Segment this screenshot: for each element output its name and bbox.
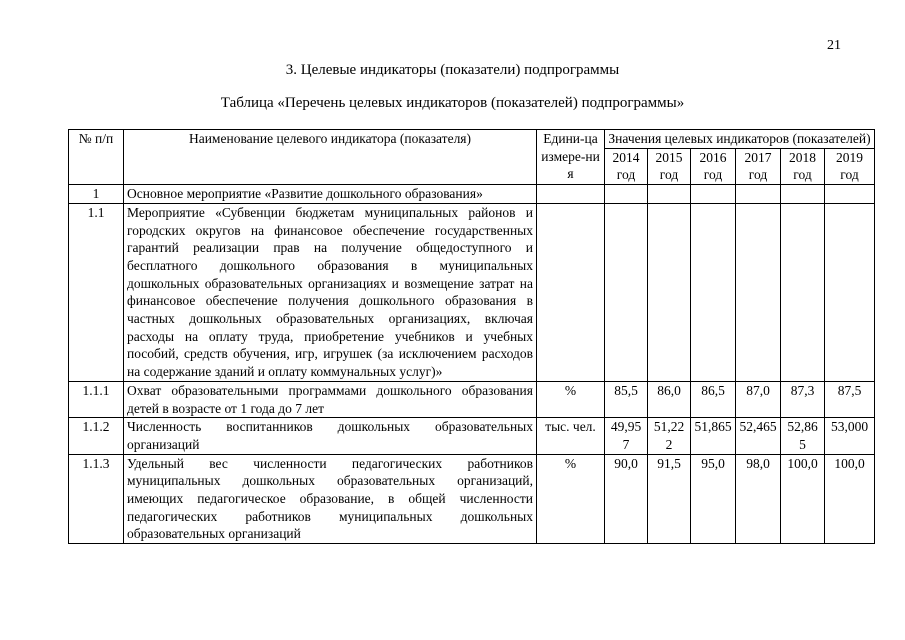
row-value: 52,865: [781, 418, 825, 454]
section-title: 3. Целевые индикаторы (показатели) подпрограммы: [285, 62, 620, 78]
row-value: [825, 203, 875, 381]
row-value: 86,0: [648, 381, 691, 417]
row-num: 1: [69, 185, 124, 204]
table-caption: Таблица «Перечень целевых индикаторов (показателей) подпрограммы»: [220, 95, 685, 111]
header-year: 2019 год: [825, 148, 875, 184]
indicators-table: [68, 129, 875, 544]
row-value: 53,000: [825, 418, 875, 454]
row-value: 85,5: [605, 381, 648, 417]
table-row: [69, 454, 875, 544]
row-name: Численность воспитанников дошкольных образовательных организаций: [124, 418, 537, 454]
row-value: [648, 203, 691, 381]
row-value: 90,0: [605, 454, 648, 544]
header-num: № п/п: [69, 130, 124, 185]
row-value: [691, 203, 736, 381]
table-row: [69, 418, 875, 454]
row-value: 95,0: [691, 454, 736, 544]
row-value: [825, 185, 875, 204]
row-value: 98,0: [736, 454, 781, 544]
row-value: 51,865: [691, 418, 736, 454]
row-value: 87,5: [825, 381, 875, 417]
header-values-group: Значения целевых индикаторов (показателей): [605, 130, 875, 149]
row-value: [736, 185, 781, 204]
row-value: 91,5: [648, 454, 691, 544]
header-year: 2015 год: [648, 148, 691, 184]
table-row: [69, 381, 875, 417]
header-year: 2017 год: [736, 148, 781, 184]
row-num: 1.1.1: [69, 381, 124, 417]
row-value: 100,0: [825, 454, 875, 544]
row-name: Удельный вес численности педагогических работников муниципальных дошкольных образовательных организаций, имеющих педагогическое образование, в общей численности педагогических работников муниципальных дошкольных образовательных организаций: [124, 454, 537, 544]
row-value: [691, 185, 736, 204]
row-value: 86,5: [691, 381, 736, 417]
header-row-top: [69, 130, 875, 149]
row-value: [605, 203, 648, 381]
row-num: 1.1.3: [69, 454, 124, 544]
row-unit: %: [537, 454, 605, 544]
table-row: [69, 185, 875, 204]
row-value: 100,0: [781, 454, 825, 544]
page-number: 21: [827, 38, 841, 53]
row-value: [648, 185, 691, 204]
row-value: 49,957: [605, 418, 648, 454]
row-value: 51,222: [648, 418, 691, 454]
table-row: [69, 203, 875, 381]
row-name: Основное мероприятие «Развитие дошкольного образования»: [124, 185, 537, 204]
row-value: 87,3: [781, 381, 825, 417]
header-unit: Едини-ца измере-ния: [537, 130, 605, 185]
row-num: 1.1.2: [69, 418, 124, 454]
row-name: Мероприятие «Субвенции бюджетам муниципальных районов и городских округов на финансовое обеспечение государственных гарантий реализации прав на получение общедоступного и бесплатного дошкольного образования в муниципальных дошкольных образовательных организациях и возмещение затрат на финансовое обеспечение получения дошкольного образования в частных дошкольных образовательных организациях, включая расходы на оплату труда, приобретение учебников и учебных пособий, средств обучения, игр, игрушек (за исключением расходов на содержание зданий и оплату коммунальных услуг)»: [124, 203, 537, 381]
row-value: 52,465: [736, 418, 781, 454]
row-value: [605, 185, 648, 204]
row-unit: [537, 185, 605, 204]
row-name: Охват образовательными программами дошкольного образования детей в возрасте от 1 года до 7 лет: [124, 381, 537, 417]
row-unit: тыс. чел.: [537, 418, 605, 454]
row-value: [781, 203, 825, 381]
header-year: 2014 год: [605, 148, 648, 184]
header-year: 2016 год: [691, 148, 736, 184]
row-num: 1.1: [69, 203, 124, 381]
row-unit: %: [537, 381, 605, 417]
row-value: 87,0: [736, 381, 781, 417]
row-unit: [537, 203, 605, 381]
row-value: [736, 203, 781, 381]
header-name: Наименование целевого индикатора (показателя): [124, 130, 537, 185]
row-value: [781, 185, 825, 204]
header-year: 2018 год: [781, 148, 825, 184]
